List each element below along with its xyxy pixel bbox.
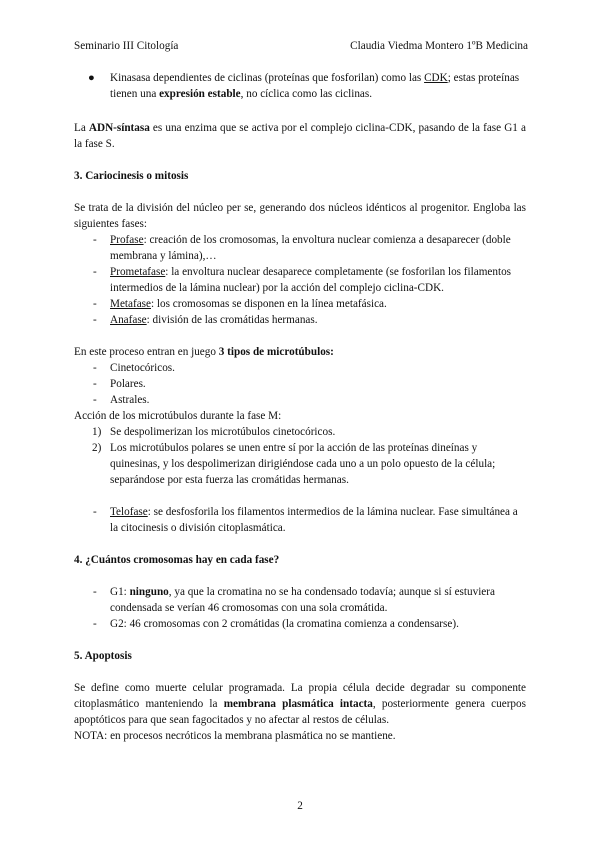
list-dash: -: [93, 378, 97, 390]
tipo-polares: Polares.: [110, 378, 146, 390]
cdk-link[interactable]: CDK: [424, 72, 448, 84]
header-left: Seminario III Citología: [74, 40, 179, 52]
phase-profase: Profase: creación de los cromosomas, la envoltura nuclear comienza a desaparecer (doble membrana y lámina),…: [110, 234, 511, 262]
accion-number: 2): [92, 442, 102, 454]
accion-1: Se despolimerizan los microtúbulos cinetocóricos.: [110, 426, 336, 438]
section5-title: 5. Apoptosis: [74, 650, 132, 662]
apoptosis-paragraph: Se define como muerte celular programada. La propia célula decide degradar su componente citoplasmático manteniendo la membrana plasmática intacta, posteriormente genera cuerpos apoptóticos para que sean fagocitados y no afectar al restos de células.: [74, 682, 526, 726]
phase-dash: -: [93, 506, 97, 518]
accion-title: Acción de los microtúbulos durante la fase M:: [74, 410, 282, 422]
section3-title: 3. Cariocinesis o mitosis: [74, 170, 189, 182]
phase-dash: -: [93, 314, 97, 326]
accion-2: Los microtúbulos polares se unen entre sí por la acción de las proteínas dineínas y quinesinas, y los despolimerizan dirigiéndose cada uno a un polo opuesto de la célula; separándose por esta fuerza las cromátidas hermanas.: [110, 442, 496, 486]
phase-dash: -: [93, 298, 97, 310]
list-dash: -: [93, 586, 97, 598]
list-dash: -: [93, 618, 97, 630]
bullet-kinasas-text: Kinasasa dependientes de ciclinas (proteínas que fosforilan) como las CDK; estas proteínas tienen una expresión estable, no cíclica como las ciclinas.: [110, 72, 520, 100]
list-dash: -: [93, 394, 97, 406]
g2-item: G2: 46 cromosomas con 2 cromátidas (la cromatina comienza a condensarse).: [110, 618, 459, 630]
g1-item: G1: ninguno, ya que la cromatina no se ha condensado todavía; aunque si sí estuviera condensada se verían 46 cromosomas con una sola cromátida.: [110, 586, 495, 614]
accion-number: 1): [92, 426, 102, 438]
phase-anafase: Anafase: división de las cromátidas hermanas.: [110, 314, 318, 326]
list-dash: -: [93, 362, 97, 374]
tipo-cinetocoricos: Cinetocóricos.: [110, 362, 175, 374]
nota-paragraph: NOTA: en procesos necróticos la membrana plasmática no se mantiene.: [74, 730, 396, 742]
phase-dash: -: [93, 266, 97, 278]
header-right: Claudia Viedma Montero 1ºB Medicina: [350, 40, 528, 52]
phase-prometafase: Prometafase: la envoltura nuclear desaparece completamente (se fosforilan los filamentos intermedios de la lámina nuclear) por la acción del complejo ciclina-CDK.: [110, 266, 512, 294]
phase-telofase: Telofase: se desfosforila los filamentos intermedios de la lámina nuclear. Fase simultánea a la citocinesis o división citoplasmática.: [110, 506, 518, 534]
phase-metafase: Metafase: los cromosomas se disponen en la línea metafásica.: [110, 298, 387, 310]
page-number: 2: [297, 800, 303, 812]
microtubulos-intro: En este proceso entran en juego 3 tipos de microtúbulos:: [74, 346, 334, 358]
section4-title: 4. ¿Cuántos cromosomas hay en cada fase?: [74, 554, 280, 566]
phase-dash: -: [93, 234, 97, 246]
section3-intro: Se trata de la división del núcleo per se, generando dos núcleos idénticos al progenitor. Engloba las siguientes fases:: [74, 202, 526, 230]
bullet-icon: ●: [88, 72, 95, 84]
adn-sintasa-paragraph: La ADN-síntasa es una enzima que se activa por el complejo ciclina-CDK, pasando de la fase G1 a la fase S.: [74, 122, 526, 150]
tipo-astrales: Astrales.: [110, 394, 150, 406]
